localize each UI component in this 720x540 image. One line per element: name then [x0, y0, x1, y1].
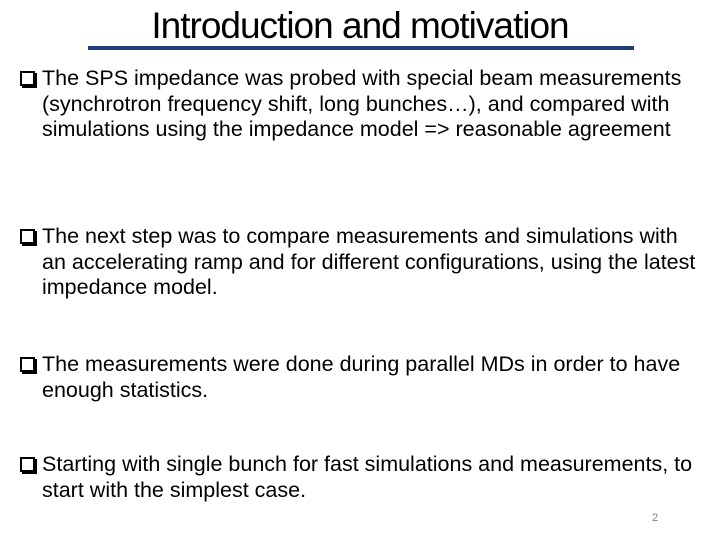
title-underline: [88, 46, 634, 50]
square-bullet-icon: [20, 457, 35, 472]
square-bullet-icon: [20, 229, 35, 244]
bullet-item: [20, 352, 700, 403]
bullet-text: The SPS impedance was probed with special beam measurements (synchrotron frequency shift, long bunches…), and compared with simulations using the impedance model => reasonable agreement: [42, 66, 682, 141]
bullet-item: [20, 452, 700, 503]
slide-title: Introduction and motivation: [151, 5, 569, 46]
square-bullet-icon: [20, 357, 35, 372]
bullet-item: [20, 66, 700, 143]
bullet-text: The measurements were done during parallel MDs in order to have enough statistics.: [42, 352, 681, 402]
square-bullet-icon: [20, 71, 35, 86]
bullet-text: Starting with single bunch for fast simulations and measurements, to start with the simplest case.: [42, 452, 693, 502]
bullet-text: The next step was to compare measurements and simulations with an accelerating ramp and for different configurations, using the latest impedance model.: [42, 224, 696, 299]
bullet-item: [20, 224, 700, 301]
page-number: 2: [651, 512, 659, 524]
